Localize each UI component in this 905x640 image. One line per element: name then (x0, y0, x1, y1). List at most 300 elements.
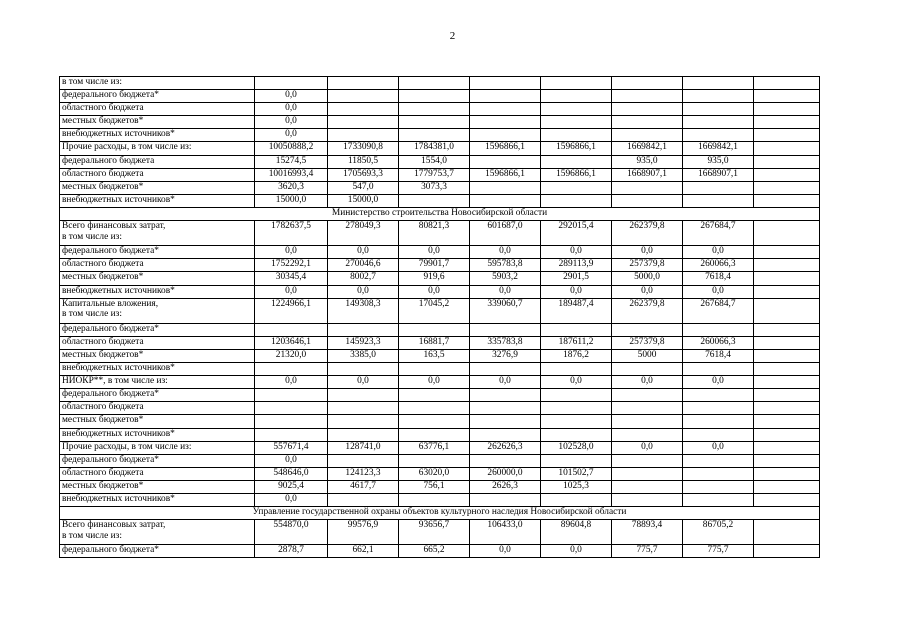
value-cell (683, 454, 754, 467)
value-cell (541, 494, 612, 507)
value-cell (470, 77, 541, 90)
value-cell (683, 415, 754, 428)
table-row (60, 349, 820, 362)
value-cell: 0,0 (255, 246, 328, 259)
value-cell: 1596866,1 (470, 168, 541, 181)
value-cell: 8002,7 (328, 272, 399, 285)
value-cell (470, 129, 541, 142)
value-cell: 1668907,1 (612, 168, 683, 181)
value-cell: 99576,9 (328, 520, 399, 545)
row-label-cell (60, 480, 255, 493)
value-cell: 5000 (612, 349, 683, 362)
notes-cell (754, 494, 820, 507)
value-cell (612, 90, 683, 103)
row-label: областного бюджета (62, 168, 144, 179)
value-cell (541, 103, 612, 116)
row-label: областного бюджета (62, 467, 144, 478)
table-row (60, 336, 820, 349)
value-cell: 0,0 (470, 545, 541, 558)
value-cell: 86705,2 (683, 520, 754, 545)
row-label-cell (60, 545, 255, 558)
value-cell: 267684,7 (683, 221, 754, 246)
notes-cell (754, 129, 820, 142)
table-row (60, 298, 820, 323)
value-cell: 63020,0 (399, 467, 470, 480)
row-label: федерального бюджета (62, 155, 155, 166)
value-cell (399, 90, 470, 103)
value-cell: 0,0 (255, 129, 328, 142)
notes-cell (754, 103, 820, 116)
value-cell (470, 428, 541, 441)
value-cell: 756,1 (399, 480, 470, 493)
value-cell (683, 494, 754, 507)
value-cell (612, 428, 683, 441)
table-row (60, 480, 820, 493)
value-cell: 1733090,8 (328, 142, 399, 155)
value-cell (541, 454, 612, 467)
value-cell (328, 116, 399, 129)
row-label: областного бюджета (62, 336, 144, 347)
value-cell: 0,0 (399, 246, 470, 259)
row-label-cell (60, 494, 255, 507)
table-row (60, 467, 820, 480)
table-row (60, 90, 820, 103)
value-cell: 262379,8 (612, 221, 683, 246)
row-label-cell (60, 272, 255, 285)
value-cell: 78893,4 (612, 520, 683, 545)
value-cell (612, 116, 683, 129)
value-cell: 1669842,1 (683, 142, 754, 155)
row-label-cell (60, 155, 255, 168)
value-cell (470, 103, 541, 116)
value-cell (541, 129, 612, 142)
value-cell: 1668907,1 (683, 168, 754, 181)
value-cell: 278049,3 (328, 221, 399, 246)
row-label-cell (60, 520, 255, 545)
value-cell (612, 415, 683, 428)
value-cell: 554870,0 (255, 520, 328, 545)
value-cell: 0,0 (541, 285, 612, 298)
value-cell: 0,0 (612, 246, 683, 259)
value-cell: 187611,2 (541, 336, 612, 349)
value-cell (470, 194, 541, 207)
value-cell (683, 129, 754, 142)
value-cell: 2626,3 (470, 480, 541, 493)
value-cell: 0,0 (470, 376, 541, 389)
value-cell (683, 116, 754, 129)
value-cell (255, 402, 328, 415)
value-cell: 665,2 (399, 545, 470, 558)
table-row (60, 323, 820, 336)
value-cell: 163,5 (399, 349, 470, 362)
row-label: местных бюджетов* (62, 272, 144, 283)
value-cell (470, 454, 541, 467)
value-cell: 2901,5 (541, 272, 612, 285)
value-cell (328, 129, 399, 142)
value-cell (399, 363, 470, 376)
value-cell (683, 389, 754, 402)
value-cell: 15274,5 (255, 155, 328, 168)
value-cell (541, 181, 612, 194)
table-row (60, 285, 820, 298)
table-row (60, 194, 820, 207)
table-row (60, 441, 820, 454)
value-cell (470, 90, 541, 103)
value-cell (328, 77, 399, 90)
value-cell (541, 402, 612, 415)
row-label: Всего финансовых затрат, (62, 221, 166, 232)
value-cell: 15000,0 (255, 194, 328, 207)
value-cell (255, 323, 328, 336)
value-cell: 124123,3 (328, 467, 399, 480)
section-title: Управление государственной охраны объектов культурного наследия Новосибирской области (60, 507, 820, 520)
value-cell: 289113,9 (541, 259, 612, 272)
value-cell: 7618,4 (683, 349, 754, 362)
value-cell (683, 480, 754, 493)
row-label: внебюджетных источников* (62, 285, 175, 296)
value-cell: 1596866,1 (470, 142, 541, 155)
row-label-continuation: в том числе из: (62, 530, 122, 541)
value-cell: 919,6 (399, 272, 470, 285)
value-cell: 262626,3 (470, 441, 541, 454)
value-cell: 0,0 (255, 116, 328, 129)
value-cell: 0,0 (541, 246, 612, 259)
notes-cell (754, 520, 820, 545)
table-row (60, 142, 820, 155)
notes-cell (754, 349, 820, 362)
table-row (60, 520, 820, 545)
value-cell: 0,0 (328, 285, 399, 298)
notes-cell (754, 221, 820, 246)
value-cell (683, 194, 754, 207)
value-cell (541, 90, 612, 103)
value-cell (470, 181, 541, 194)
row-label: местных бюджетов* (62, 181, 144, 192)
row-label-cell (60, 428, 255, 441)
row-label-cell (60, 221, 255, 246)
value-cell: 17045,2 (399, 298, 470, 323)
row-label-cell (60, 441, 255, 454)
table-row (60, 221, 820, 246)
section-header-row (60, 507, 820, 520)
value-cell (470, 402, 541, 415)
value-cell (683, 428, 754, 441)
row-label-cell (60, 376, 255, 389)
value-cell: 262379,8 (612, 298, 683, 323)
value-cell: 267684,7 (683, 298, 754, 323)
table-row (60, 454, 820, 467)
value-cell (541, 116, 612, 129)
value-cell: 270046,6 (328, 259, 399, 272)
row-label-cell (60, 194, 255, 207)
value-cell: 0,0 (328, 376, 399, 389)
row-label-continuation: в том числе из: (62, 231, 122, 242)
value-cell: 257379,8 (612, 259, 683, 272)
section-header-row (60, 207, 820, 220)
table-row (60, 363, 820, 376)
value-cell: 1782637,5 (255, 221, 328, 246)
value-cell: 1025,3 (541, 480, 612, 493)
value-cell: 601687,0 (470, 221, 541, 246)
value-cell: 1779753,7 (399, 168, 470, 181)
value-cell: 0,0 (541, 376, 612, 389)
value-cell: 2878,7 (255, 545, 328, 558)
row-label-cell (60, 389, 255, 402)
value-cell: 1203646,1 (255, 336, 328, 349)
value-cell: 0,0 (255, 494, 328, 507)
value-cell (683, 77, 754, 90)
value-cell: 1784381,0 (399, 142, 470, 155)
row-label: внебюджетных источников* (62, 494, 175, 504)
table-row (60, 402, 820, 415)
notes-cell (754, 323, 820, 336)
value-cell: 547,0 (328, 181, 399, 194)
value-cell (328, 389, 399, 402)
row-label-cell (60, 402, 255, 415)
value-cell (683, 103, 754, 116)
value-cell: 0,0 (683, 246, 754, 259)
row-label: федерального бюджета* (62, 454, 159, 465)
value-cell: 0,0 (255, 454, 328, 467)
notes-cell (754, 116, 820, 129)
notes-cell (754, 454, 820, 467)
value-cell: 145923,3 (328, 336, 399, 349)
value-cell (541, 155, 612, 168)
value-cell (683, 363, 754, 376)
value-cell (612, 402, 683, 415)
value-cell (470, 389, 541, 402)
value-cell: 557671,4 (255, 441, 328, 454)
row-label: Прочие расходы, в том числе из: (62, 142, 192, 153)
value-cell: 102528,0 (541, 441, 612, 454)
value-cell: 595783,8 (470, 259, 541, 272)
value-cell (328, 454, 399, 467)
row-label: Прочие расходы, в том числе из: (62, 441, 192, 452)
value-cell (470, 155, 541, 168)
row-label-cell (60, 298, 255, 323)
page-number: 2 (449, 30, 456, 42)
value-cell: 0,0 (255, 376, 328, 389)
notes-cell (754, 194, 820, 207)
row-label: областного бюджета (62, 103, 144, 114)
value-cell: 89604,8 (541, 520, 612, 545)
value-cell (612, 480, 683, 493)
value-cell: 0,0 (683, 441, 754, 454)
notes-cell (754, 259, 820, 272)
notes-cell (754, 363, 820, 376)
value-cell (328, 494, 399, 507)
value-cell: 339060,7 (470, 298, 541, 323)
value-cell (541, 428, 612, 441)
row-label: федерального бюджета* (62, 90, 159, 101)
value-cell (683, 181, 754, 194)
table-row (60, 545, 820, 558)
budget-table (59, 76, 820, 558)
value-cell: 0,0 (255, 285, 328, 298)
value-cell (328, 402, 399, 415)
value-cell: 5000,0 (612, 272, 683, 285)
table-row (60, 415, 820, 428)
value-cell: 7618,4 (683, 272, 754, 285)
value-cell: 16881,7 (399, 336, 470, 349)
table-row (60, 428, 820, 441)
value-cell: 1596866,1 (541, 168, 612, 181)
value-cell (328, 323, 399, 336)
row-label-cell (60, 168, 255, 181)
value-cell: 1596866,1 (541, 142, 612, 155)
row-label: местных бюджетов* (62, 116, 144, 127)
value-cell (612, 77, 683, 90)
row-label-cell (60, 142, 255, 155)
value-cell (328, 428, 399, 441)
value-cell: 15000,0 (328, 194, 399, 207)
row-label: федерального бюджета* (62, 246, 159, 257)
value-cell (470, 116, 541, 129)
value-cell: 260066,3 (683, 259, 754, 272)
value-cell (255, 363, 328, 376)
notes-cell (754, 415, 820, 428)
value-cell: 0,0 (255, 90, 328, 103)
value-cell (612, 454, 683, 467)
row-label: федерального бюджета* (62, 545, 159, 556)
value-cell: 1705693,3 (328, 168, 399, 181)
row-label-cell (60, 415, 255, 428)
value-cell (541, 389, 612, 402)
notes-cell (754, 285, 820, 298)
table-row (60, 168, 820, 181)
table-row (60, 376, 820, 389)
value-cell (399, 194, 470, 207)
value-cell: 0,0 (470, 285, 541, 298)
row-label: областного бюджета (62, 402, 144, 413)
row-label-cell (60, 454, 255, 467)
row-label-cell (60, 181, 255, 194)
value-cell: 1876,2 (541, 349, 612, 362)
value-cell (399, 415, 470, 428)
value-cell (612, 181, 683, 194)
value-cell (328, 90, 399, 103)
value-cell (399, 323, 470, 336)
row-label: местных бюджетов* (62, 415, 144, 426)
value-cell: 1669842,1 (612, 142, 683, 155)
value-cell (399, 454, 470, 467)
row-label-cell (60, 103, 255, 116)
notes-cell (754, 389, 820, 402)
value-cell (399, 129, 470, 142)
table-row (60, 259, 820, 272)
value-cell: 662,1 (328, 545, 399, 558)
row-label: местных бюджетов* (62, 480, 144, 491)
row-label-cell (60, 259, 255, 272)
value-cell: 10050888,2 (255, 142, 328, 155)
table-row (60, 116, 820, 129)
notes-cell (754, 77, 820, 90)
notes-cell (754, 298, 820, 323)
value-cell (541, 77, 612, 90)
value-cell: 3620,3 (255, 181, 328, 194)
value-cell (612, 194, 683, 207)
value-cell: 128741,0 (328, 441, 399, 454)
value-cell: 260000,0 (470, 467, 541, 480)
value-cell (470, 323, 541, 336)
row-label-continuation: в том числе из: (62, 309, 122, 320)
notes-cell (754, 181, 820, 194)
value-cell (399, 494, 470, 507)
row-label: местных бюджетов* (62, 349, 144, 360)
notes-cell (754, 168, 820, 181)
value-cell: 0,0 (399, 376, 470, 389)
value-cell (612, 129, 683, 142)
value-cell: 63776,1 (399, 441, 470, 454)
table-row (60, 494, 820, 507)
notes-cell (754, 545, 820, 558)
value-cell (683, 467, 754, 480)
table-row (60, 129, 820, 142)
table-row (60, 272, 820, 285)
value-cell (255, 428, 328, 441)
value-cell (612, 389, 683, 402)
value-cell (541, 194, 612, 207)
value-cell: 3073,3 (399, 181, 470, 194)
value-cell: 4617,7 (328, 480, 399, 493)
value-cell: 0,0 (683, 376, 754, 389)
value-cell: 775,7 (612, 545, 683, 558)
value-cell: 3385,0 (328, 349, 399, 362)
value-cell: 189487,4 (541, 298, 612, 323)
value-cell: 0,0 (470, 246, 541, 259)
row-label-cell (60, 336, 255, 349)
value-cell: 775,7 (683, 545, 754, 558)
table-row (60, 246, 820, 259)
value-cell (328, 103, 399, 116)
section-title: Министерство строительства Новосибирской области (60, 207, 820, 220)
notes-cell (754, 155, 820, 168)
value-cell (612, 103, 683, 116)
notes-cell (754, 142, 820, 155)
notes-cell (754, 246, 820, 259)
notes-cell (754, 428, 820, 441)
value-cell (328, 415, 399, 428)
value-cell (612, 363, 683, 376)
row-label-cell (60, 285, 255, 298)
value-cell (541, 415, 612, 428)
row-label: в том числе из: (62, 77, 122, 87)
row-label: внебюджетных источников* (62, 129, 175, 140)
row-label-cell (60, 116, 255, 129)
row-label-cell (60, 323, 255, 336)
value-cell: 106433,0 (470, 520, 541, 545)
row-label-cell (60, 467, 255, 480)
value-cell (612, 323, 683, 336)
value-cell: 9025,4 (255, 480, 328, 493)
value-cell: 21320,0 (255, 349, 328, 362)
value-cell (255, 415, 328, 428)
table-row (60, 181, 820, 194)
notes-cell (754, 441, 820, 454)
value-cell: 80821,3 (399, 221, 470, 246)
table-row (60, 103, 820, 116)
value-cell: 1752292,1 (255, 259, 328, 272)
value-cell: 935,0 (612, 155, 683, 168)
row-label: областного бюджета (62, 259, 144, 270)
row-label-cell (60, 77, 255, 90)
row-label: Всего финансовых затрат, (62, 520, 166, 531)
value-cell: 0,0 (541, 545, 612, 558)
value-cell (399, 103, 470, 116)
value-cell (470, 415, 541, 428)
row-label: внебюджетных источников* (62, 428, 175, 439)
value-cell: 0,0 (255, 103, 328, 116)
